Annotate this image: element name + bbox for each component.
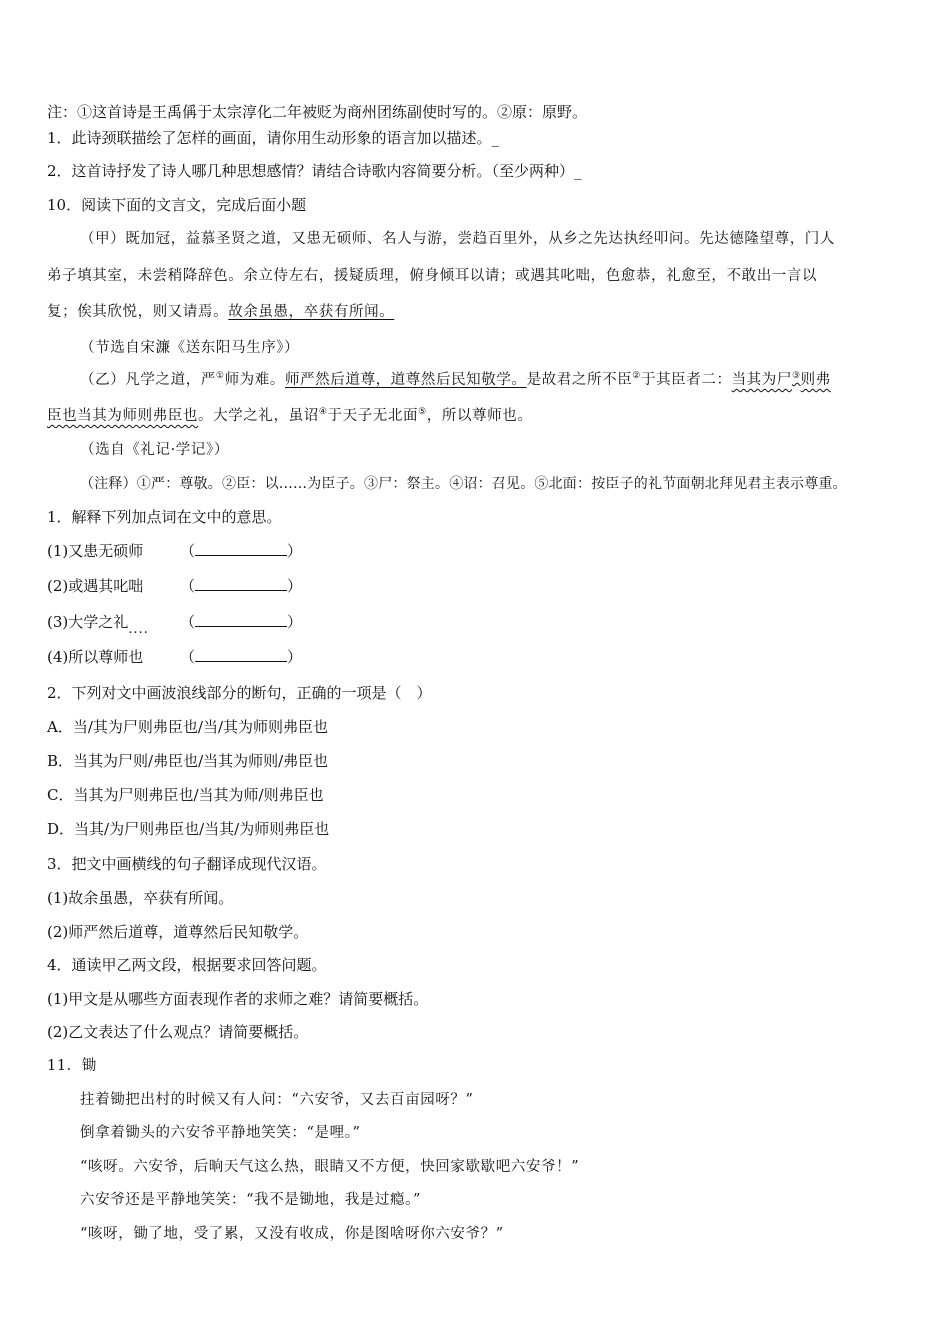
jia-line-2: 弟子填其室，未尝稍降辞色。余立侍左右，援疑质理，俯身倾耳以请；或遇其叱咄，色愈恭，礼愈至，不敢出一言以	[47, 268, 818, 284]
option-a[interactable]: A．当/其为尸则弗臣也/当/其为师则弗臣也	[47, 718, 328, 736]
story-line-1: 拄着锄把出村的时候又有人问：“六安爷，又去百亩园呀？”	[80, 1092, 474, 1108]
paren-open: （	[180, 542, 196, 560]
yi-text-1: （乙）凡学之道，严	[80, 372, 216, 388]
yi-text-6: 于天子无北面	[327, 408, 419, 424]
yi-text-5: 。大学之礼，虽诏	[198, 408, 319, 424]
story-line-2: 倒拿着锄头的六安爷平静地笑笑：“是哩。”	[80, 1125, 361, 1141]
paren-open: （	[180, 613, 196, 631]
yi-text-4: 于其臣者二：	[640, 372, 732, 388]
option-d[interactable]: D．当其/为尸则弗臣也/当其/为师则弗臣也	[47, 820, 330, 838]
q9-question-1: 1．此诗颈联描绘了怎样的画面，请你用生动形象的语言加以描述。_	[47, 129, 500, 147]
yi-text-7: ，所以尊师也。	[426, 408, 533, 424]
emphasis-dots: ....	[128, 622, 149, 637]
q10-q1-stem: 1．解释下列加点词在文中的意思。	[47, 508, 282, 526]
item-number: (2)	[47, 577, 69, 595]
item-number: (4)	[47, 648, 69, 666]
answer-blank[interactable]	[195, 647, 287, 662]
jia-line-3	[47, 302, 394, 322]
answer-blank[interactable]	[195, 612, 287, 627]
jia-underlined-sentence: 故余虽愚，卒获有所闻。	[228, 304, 395, 320]
item-text: 大学之礼	[68, 613, 129, 631]
item-text: 又患无硕师	[68, 542, 144, 560]
paren-close: ）	[287, 577, 303, 595]
story-line-5: “咳呀，锄了地，受了累，又没有收成，你是图啥呀你六安爷？”	[80, 1226, 504, 1242]
item-number: (1)	[47, 542, 69, 560]
option-b[interactable]: B．当其为尸则/弗臣也/当其为师则/弗臣也	[47, 752, 329, 770]
yi-notes: （注释）①严：尊敬。②臣：以……为臣子。③尸：祭主。④诏：召见。⑤北面：按臣子的礼节面朝北拜见君主表示尊重。	[80, 476, 847, 492]
poem-note: 注：①这首诗是王禹偁于太宗淳化二年被贬为商州团练副使时写的。②原：原野。	[47, 103, 588, 121]
q10-q1-item	[47, 612, 303, 637]
yi-underlined-sentence: 师严然后道尊，道尊然后民知敬学。	[284, 372, 527, 388]
answer-blank[interactable]	[195, 541, 287, 556]
note-ref-3: ③	[791, 371, 801, 382]
paren-open: （	[180, 577, 196, 595]
yi-line-1	[80, 370, 831, 390]
q10-title: 10．阅读下面的文言文，完成后面小题	[47, 196, 307, 214]
yi-text-2: 师为难。	[224, 372, 285, 388]
paren-close: ）	[287, 542, 303, 560]
item-text: 或遇其叱咄	[68, 577, 144, 595]
story-line-4: 六安爷还是平静地笑笑：“我不是锄地，我是过瘾。”	[80, 1192, 421, 1208]
answer-blank[interactable]	[195, 576, 287, 591]
yi-source: （选自《礼记·学记》）	[80, 442, 229, 458]
q10-q4-item-2: (2)乙文表达了什么观点？请简要概括。	[47, 1023, 309, 1041]
yi-text-3: 是故君之所不臣	[526, 372, 633, 388]
paren-close: ）	[287, 613, 303, 631]
paren-open: （	[180, 648, 196, 666]
q9-question-2: 2．这首诗抒发了诗人哪几种思想感情？请结合诗歌内容简要分析。（至少两种）_	[47, 162, 582, 180]
q10-q4-stem: 4．通读甲乙两文段，根据要求回答问题。	[47, 956, 327, 974]
q10-q1-item	[47, 576, 302, 596]
option-c[interactable]: C．当其为尸则弗臣也/当其为师/则弗臣也	[47, 786, 324, 804]
q11-title: 11．锄	[47, 1058, 97, 1074]
yi-wavy-1: 当其为尸	[731, 372, 792, 388]
item-number: (3)	[47, 613, 69, 631]
q10-q2-stem: 2．下列对文中画波浪线部分的断句，正确的一项是（ ）	[47, 684, 432, 702]
q10-q1-item	[47, 541, 302, 561]
jia-source: （节选自宋濂《送东阳马生序》）	[80, 340, 300, 356]
q10-q3-item-1: (1)故余虽愚，卒获有所闻。	[47, 889, 234, 907]
q10-q1-item	[47, 647, 302, 667]
note-ref-5: ⑤	[418, 407, 427, 418]
note-ref-4: ④	[318, 407, 328, 418]
q10-q4-item-1: (1)甲文是从哪些方面表现作者的求师之难？请简要概括。	[47, 990, 429, 1008]
item-text: 所以尊师也	[68, 648, 144, 666]
jia-line-3-text: 复；俟其欣悦，则又请焉。	[47, 304, 229, 320]
note-ref-2: ②	[632, 371, 641, 382]
story-line-3: “咳呀。六安爷，后晌天气这么热，眼睛又不方便，快回家歇歇吧六安爷！”	[80, 1159, 580, 1175]
q10-q3-item-2: (2)师严然后道尊，道尊然后民知敬学。	[47, 923, 309, 941]
note-ref-1: ①	[215, 371, 225, 382]
jia-line-1: （甲）既加冠，益慕圣贤之道，又患无硕师、名人与游，尝趋百里外，从乡之先达执经叩问。先达德隆望尊，门人	[80, 231, 835, 247]
q10-q3-stem: 3．把文中画横线的句子翻译成现代汉语。	[47, 855, 327, 873]
yi-wavy-2: 则弗	[800, 372, 831, 388]
paren-close: ）	[287, 648, 303, 666]
yi-line-2	[47, 406, 532, 426]
yi-wavy-3: 臣也当其为师则弗臣也	[47, 408, 198, 424]
